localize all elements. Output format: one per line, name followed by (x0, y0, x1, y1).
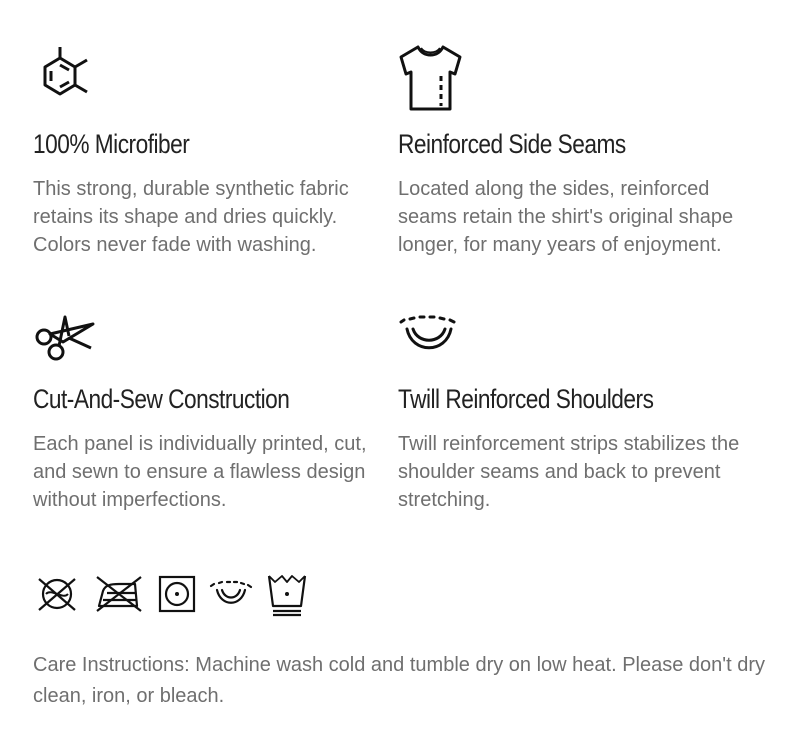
feature-title: Reinforced Side Seams (398, 129, 626, 159)
tumble-dry-low-icon (157, 574, 197, 619)
feature-side-seams (398, 44, 758, 256)
machine-wash-cold-icon (265, 570, 309, 623)
feature-description: This strong, durable synthetic fabric retains its shape and dries quickly. Colors never fade with washing. (33, 178, 349, 256)
feature-title: Twill Reinforced Shoulders (398, 384, 654, 414)
feature-twill-shoulders (398, 312, 758, 511)
feature-description: Twill reinforcement strips stabilizes the shoulder seams and back to prevent stretching. (398, 433, 740, 511)
shoulder-seam-icon (398, 312, 758, 384)
tshirt-icon (398, 44, 758, 116)
feature-title: Cut-And-Sew Construction (33, 384, 290, 414)
feature-microfiber (33, 44, 393, 256)
molecule-icon (33, 44, 393, 116)
care-instructions: Care Instructions: Machine wash cold and tumble dry on low heat. Please don't dry clean, iron, or bleach. (33, 654, 765, 707)
feature-description: Located along the sides, reinforced seams retain the shirt's original shape longer, for many years of enjoyment. (398, 178, 734, 256)
care-icons-row (33, 570, 309, 623)
feature-cut-and-sew (33, 312, 393, 511)
scissors-icon (33, 312, 393, 384)
feature-description: Each panel is individually printed, cut, and sewn to ensure a flawless design without imperfections. (33, 433, 367, 511)
shoulder-stitch-icon (209, 574, 253, 619)
feature-title: 100% Microfiber (33, 129, 190, 159)
no-dryclean-icon (33, 574, 81, 619)
no-iron-icon (93, 574, 145, 619)
